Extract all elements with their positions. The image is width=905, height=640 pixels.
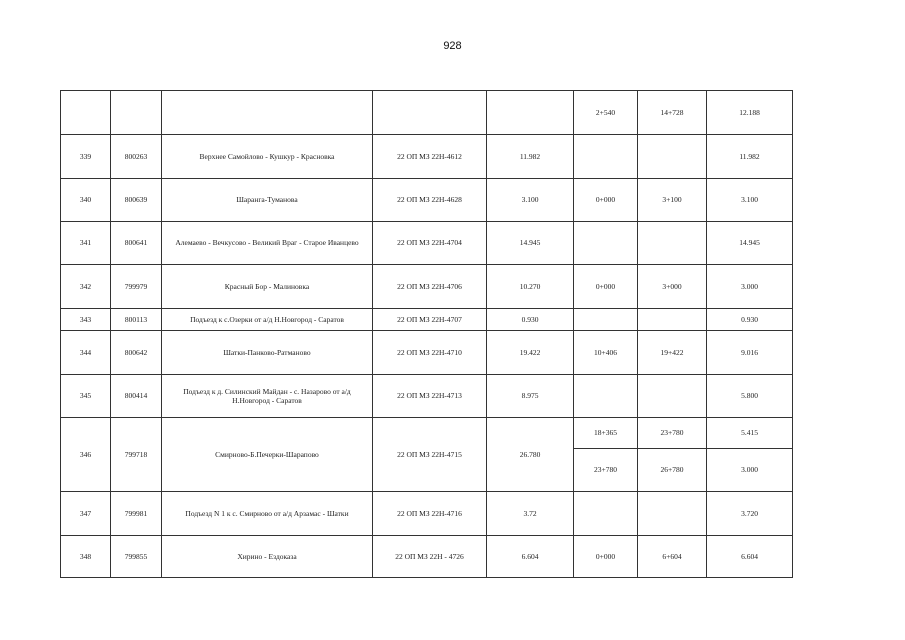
cell-total: 26.780 <box>487 418 574 492</box>
cell-id <box>111 91 162 135</box>
cell-start: 23+780 <box>574 449 638 492</box>
cell-name: Подъезд к д. Силинский Майдан - с. Назарово от а/д Н.Новгород - Саратов <box>162 375 373 418</box>
continuation-row <box>61 91 793 135</box>
cell-length: 12.188 <box>707 91 793 135</box>
cell-id: 799855 <box>111 536 162 578</box>
cell-code: 22 ОП МЗ 22Н-4612 <box>373 135 487 179</box>
cell-total <box>487 91 574 135</box>
cell-code <box>373 91 487 135</box>
cell-end: 26+780 <box>638 449 707 492</box>
table-row <box>61 536 793 578</box>
table-row <box>61 135 793 179</box>
cell-no: 340 <box>61 179 111 222</box>
cell-total: 3.72 <box>487 492 574 536</box>
cell-no: 344 <box>61 331 111 375</box>
cell-end: 23+780 <box>638 418 707 449</box>
cell-code: 22 ОП МЗ 22Н-4707 <box>373 309 487 331</box>
cell-start <box>574 222 638 265</box>
cell-name: Хирино - Ездоказа <box>162 536 373 578</box>
cell-code: 22 ОП МЗ 22Н-4706 <box>373 265 487 309</box>
cell-length: 9.016 <box>707 331 793 375</box>
cell-end: 3+100 <box>638 179 707 222</box>
cell-total: 0.930 <box>487 309 574 331</box>
cell-no: 341 <box>61 222 111 265</box>
cell-end: 14+728 <box>638 91 707 135</box>
cell-name: Шаранга-Туманова <box>162 179 373 222</box>
cell-code: 22 ОП МЗ 22Н-4710 <box>373 331 487 375</box>
cell-length: 3.000 <box>707 449 793 492</box>
cell-length: 5.415 <box>707 418 793 449</box>
cell-end <box>638 135 707 179</box>
cell-length: 3.100 <box>707 179 793 222</box>
cell-end <box>638 375 707 418</box>
cell-name: Подъезд N 1 к с. Смирново от а/д Арзамас - Шатки <box>162 492 373 536</box>
cell-total: 8.975 <box>487 375 574 418</box>
table-row <box>61 309 793 331</box>
table-row <box>61 222 793 265</box>
cell-name: Подъезд к с.Озерки от а/д Н.Новгород - Саратов <box>162 309 373 331</box>
cell-no: 345 <box>61 375 111 418</box>
cell-start: 18+365 <box>574 418 638 449</box>
cell-length: 11.982 <box>707 135 793 179</box>
table-row <box>61 492 793 536</box>
cell-no: 346 <box>61 418 111 492</box>
table-row <box>61 265 793 309</box>
cell-end <box>638 309 707 331</box>
cell-length: 6.604 <box>707 536 793 578</box>
roads-table <box>60 90 793 578</box>
cell-code: 22 ОП МЗ 22Н-4704 <box>373 222 487 265</box>
cell-no: 347 <box>61 492 111 536</box>
cell-total: 11.982 <box>487 135 574 179</box>
cell-code: 22 ОП МЗ 22Н-4713 <box>373 375 487 418</box>
table-row <box>61 179 793 222</box>
page-number: 928 <box>443 40 462 52</box>
cell-name: Красный Бор - Малиновка <box>162 265 373 309</box>
cell-total: 6.604 <box>487 536 574 578</box>
cell-end: 19+422 <box>638 331 707 375</box>
cell-start <box>574 135 638 179</box>
table-row <box>61 418 793 449</box>
cell-id: 799979 <box>111 265 162 309</box>
cell-total: 14.945 <box>487 222 574 265</box>
cell-code: 22 ОП МЗ 22Н-4628 <box>373 179 487 222</box>
cell-id: 800414 <box>111 375 162 418</box>
cell-start <box>574 375 638 418</box>
cell-length: 14.945 <box>707 222 793 265</box>
cell-id: 799981 <box>111 492 162 536</box>
cell-start <box>574 309 638 331</box>
table-row <box>61 331 793 375</box>
cell-id: 799718 <box>111 418 162 492</box>
cell-code: 22 ОП МЗ 22Н - 4726 <box>373 536 487 578</box>
cell-start <box>574 492 638 536</box>
cell-length: 0.930 <box>707 309 793 331</box>
cell-start: 10+406 <box>574 331 638 375</box>
cell-total: 19.422 <box>487 331 574 375</box>
cell-start: 0+000 <box>574 265 638 309</box>
cell-code: 22 ОП МЗ 22Н-4716 <box>373 492 487 536</box>
cell-total: 10.270 <box>487 265 574 309</box>
cell-name <box>162 91 373 135</box>
cell-id: 800641 <box>111 222 162 265</box>
cell-no: 343 <box>61 309 111 331</box>
cell-no: 342 <box>61 265 111 309</box>
cell-name: Шатки-Панково-Ратманово <box>162 331 373 375</box>
cell-name: Смирново-Б.Печерки-Шарапово <box>162 418 373 492</box>
cell-start: 2+540 <box>574 91 638 135</box>
cell-id: 800263 <box>111 135 162 179</box>
cell-no: 348 <box>61 536 111 578</box>
cell-name: Алемаево - Вечкусово - Великий Враг - Старое Иванцево <box>162 222 373 265</box>
cell-no: 339 <box>61 135 111 179</box>
cell-length: 3.720 <box>707 492 793 536</box>
cell-length: 3.000 <box>707 265 793 309</box>
cell-id: 800642 <box>111 331 162 375</box>
cell-id: 800113 <box>111 309 162 331</box>
cell-no <box>61 91 111 135</box>
cell-total: 3.100 <box>487 179 574 222</box>
cell-end <box>638 492 707 536</box>
cell-end <box>638 222 707 265</box>
cell-code: 22 ОП МЗ 22Н-4715 <box>373 418 487 492</box>
cell-id: 800639 <box>111 179 162 222</box>
cell-name: Верхнее Самойлово - Кушкур - Красновка <box>162 135 373 179</box>
cell-end: 6+604 <box>638 536 707 578</box>
table-row <box>61 375 793 418</box>
cell-end: 3+000 <box>638 265 707 309</box>
cell-start: 0+000 <box>574 536 638 578</box>
cell-length: 5.800 <box>707 375 793 418</box>
cell-start: 0+000 <box>574 179 638 222</box>
